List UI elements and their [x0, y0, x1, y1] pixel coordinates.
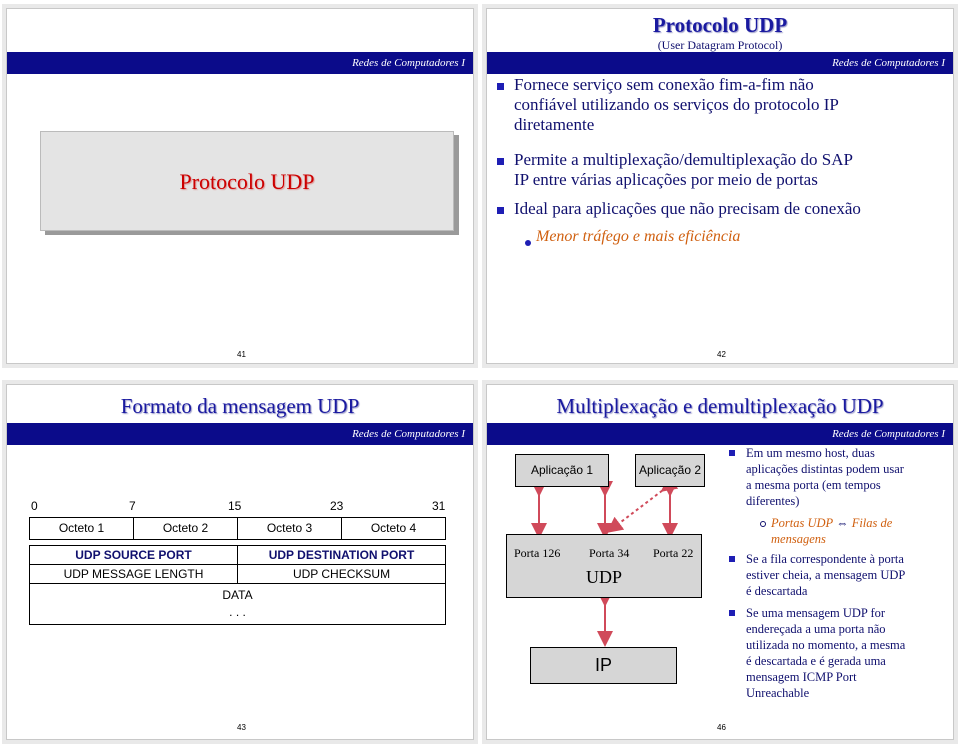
slide-title: Multiplexação e demultiplexação UDP: [556, 394, 884, 418]
udp-checksum: UDP CHECKSUM: [237, 564, 446, 584]
page-number: 41: [237, 350, 246, 359]
slide-band: Redes de Computadores I: [487, 423, 953, 445]
slide-subtitle: (User Datagram Protocol): [657, 38, 783, 52]
bullet-text: Ideal para aplicações que não precisam de conexão: [514, 199, 861, 218]
udp-data: DATA . . .: [29, 583, 446, 625]
bit-0: 0: [31, 499, 38, 513]
slide-46: Multiplexação e demultiplexação UDP Redes de Computadores I Aplicação 1 Aplicação 2 Porta 126 Porta 34 Porta 22 UDP IP Em um mesmo host, duas aplicações distintas podem usar a mesma porta (em tempos diferentes) Portas UDP ⇔ Filas de mensagens Se a fila correspondente à porta estiver cheia, a mensagem UDP é descartada Se uma mensagem UDP for endereçada a uma porta não utilizada no momento, a mesma é descartada e é gerada uma mensagem ICMP Port Unreachable 46: [486, 384, 954, 740]
app-2-box: Aplicação 2: [635, 454, 705, 487]
bullet-square-icon: [497, 207, 504, 214]
bit-7: 7: [129, 499, 136, 513]
slide-title: Protocolo UDP: [652, 13, 788, 37]
bullet-text: Fornece serviço sem conexão fim-a-fim não confiável utilizando os serviços do protocolo IP diretamente: [514, 75, 839, 134]
udp-source-port: UDP SOURCE PORT: [29, 545, 238, 565]
page-number: 42: [717, 350, 726, 359]
slide-band: Redes de Computadores I: [7, 423, 473, 445]
bullet-dot-icon: [525, 240, 531, 246]
slide-band: Redes de Computadores I: [487, 52, 953, 74]
sub-bullet-text: Menor tráfego e mais eficiência: [536, 228, 741, 245]
octet-4: Octeto 4: [341, 517, 446, 540]
slide-41: [6, 8, 474, 364]
slide-43: [6, 384, 474, 740]
octet-3: Octeto 3: [237, 517, 342, 540]
bullet-square-icon: [497, 158, 504, 165]
bit-31: 31: [432, 499, 446, 513]
bullet-square-icon: [729, 610, 735, 616]
udp-box: [506, 534, 702, 598]
octet-1: Octeto 1: [29, 517, 134, 540]
bullet-square-icon: [729, 556, 735, 562]
bullet-square-icon: [729, 450, 735, 456]
bullet-text: Permite a multiplexação/demultiplexação do SAP IP entre várias aplicações por meio de portas: [514, 150, 853, 189]
double-arrow-icon: ⇔: [836, 516, 849, 530]
slide-title: Formato da mensagem UDP: [120, 394, 360, 418]
ip-box: IP: [530, 647, 677, 684]
app-1-box: Aplicação 1: [515, 454, 609, 487]
octet-2: Octeto 2: [133, 517, 238, 540]
bullet-square-icon: [497, 83, 504, 90]
slide-title: Protocolo UDP: [179, 169, 315, 194]
port-126: Porta 126: [514, 546, 561, 560]
udp-message-length: UDP MESSAGE LENGTH: [29, 564, 238, 584]
bullet-circle-icon: [760, 521, 766, 527]
bit-15: 15: [228, 499, 242, 513]
page-number: 43: [237, 723, 246, 732]
port-22: Porta 22: [653, 546, 694, 560]
udp-label: UDP: [585, 567, 622, 587]
page-number: 46: [717, 723, 726, 732]
arrow-app2-p34-dotted: [613, 487, 667, 528]
slide-band: Redes de Computadores I: [7, 52, 473, 74]
udp-destination-port: UDP DESTINATION PORT: [237, 545, 446, 565]
bit-23: 23: [330, 499, 344, 513]
slide-42: [486, 8, 954, 364]
port-34: Porta 34: [589, 546, 630, 560]
